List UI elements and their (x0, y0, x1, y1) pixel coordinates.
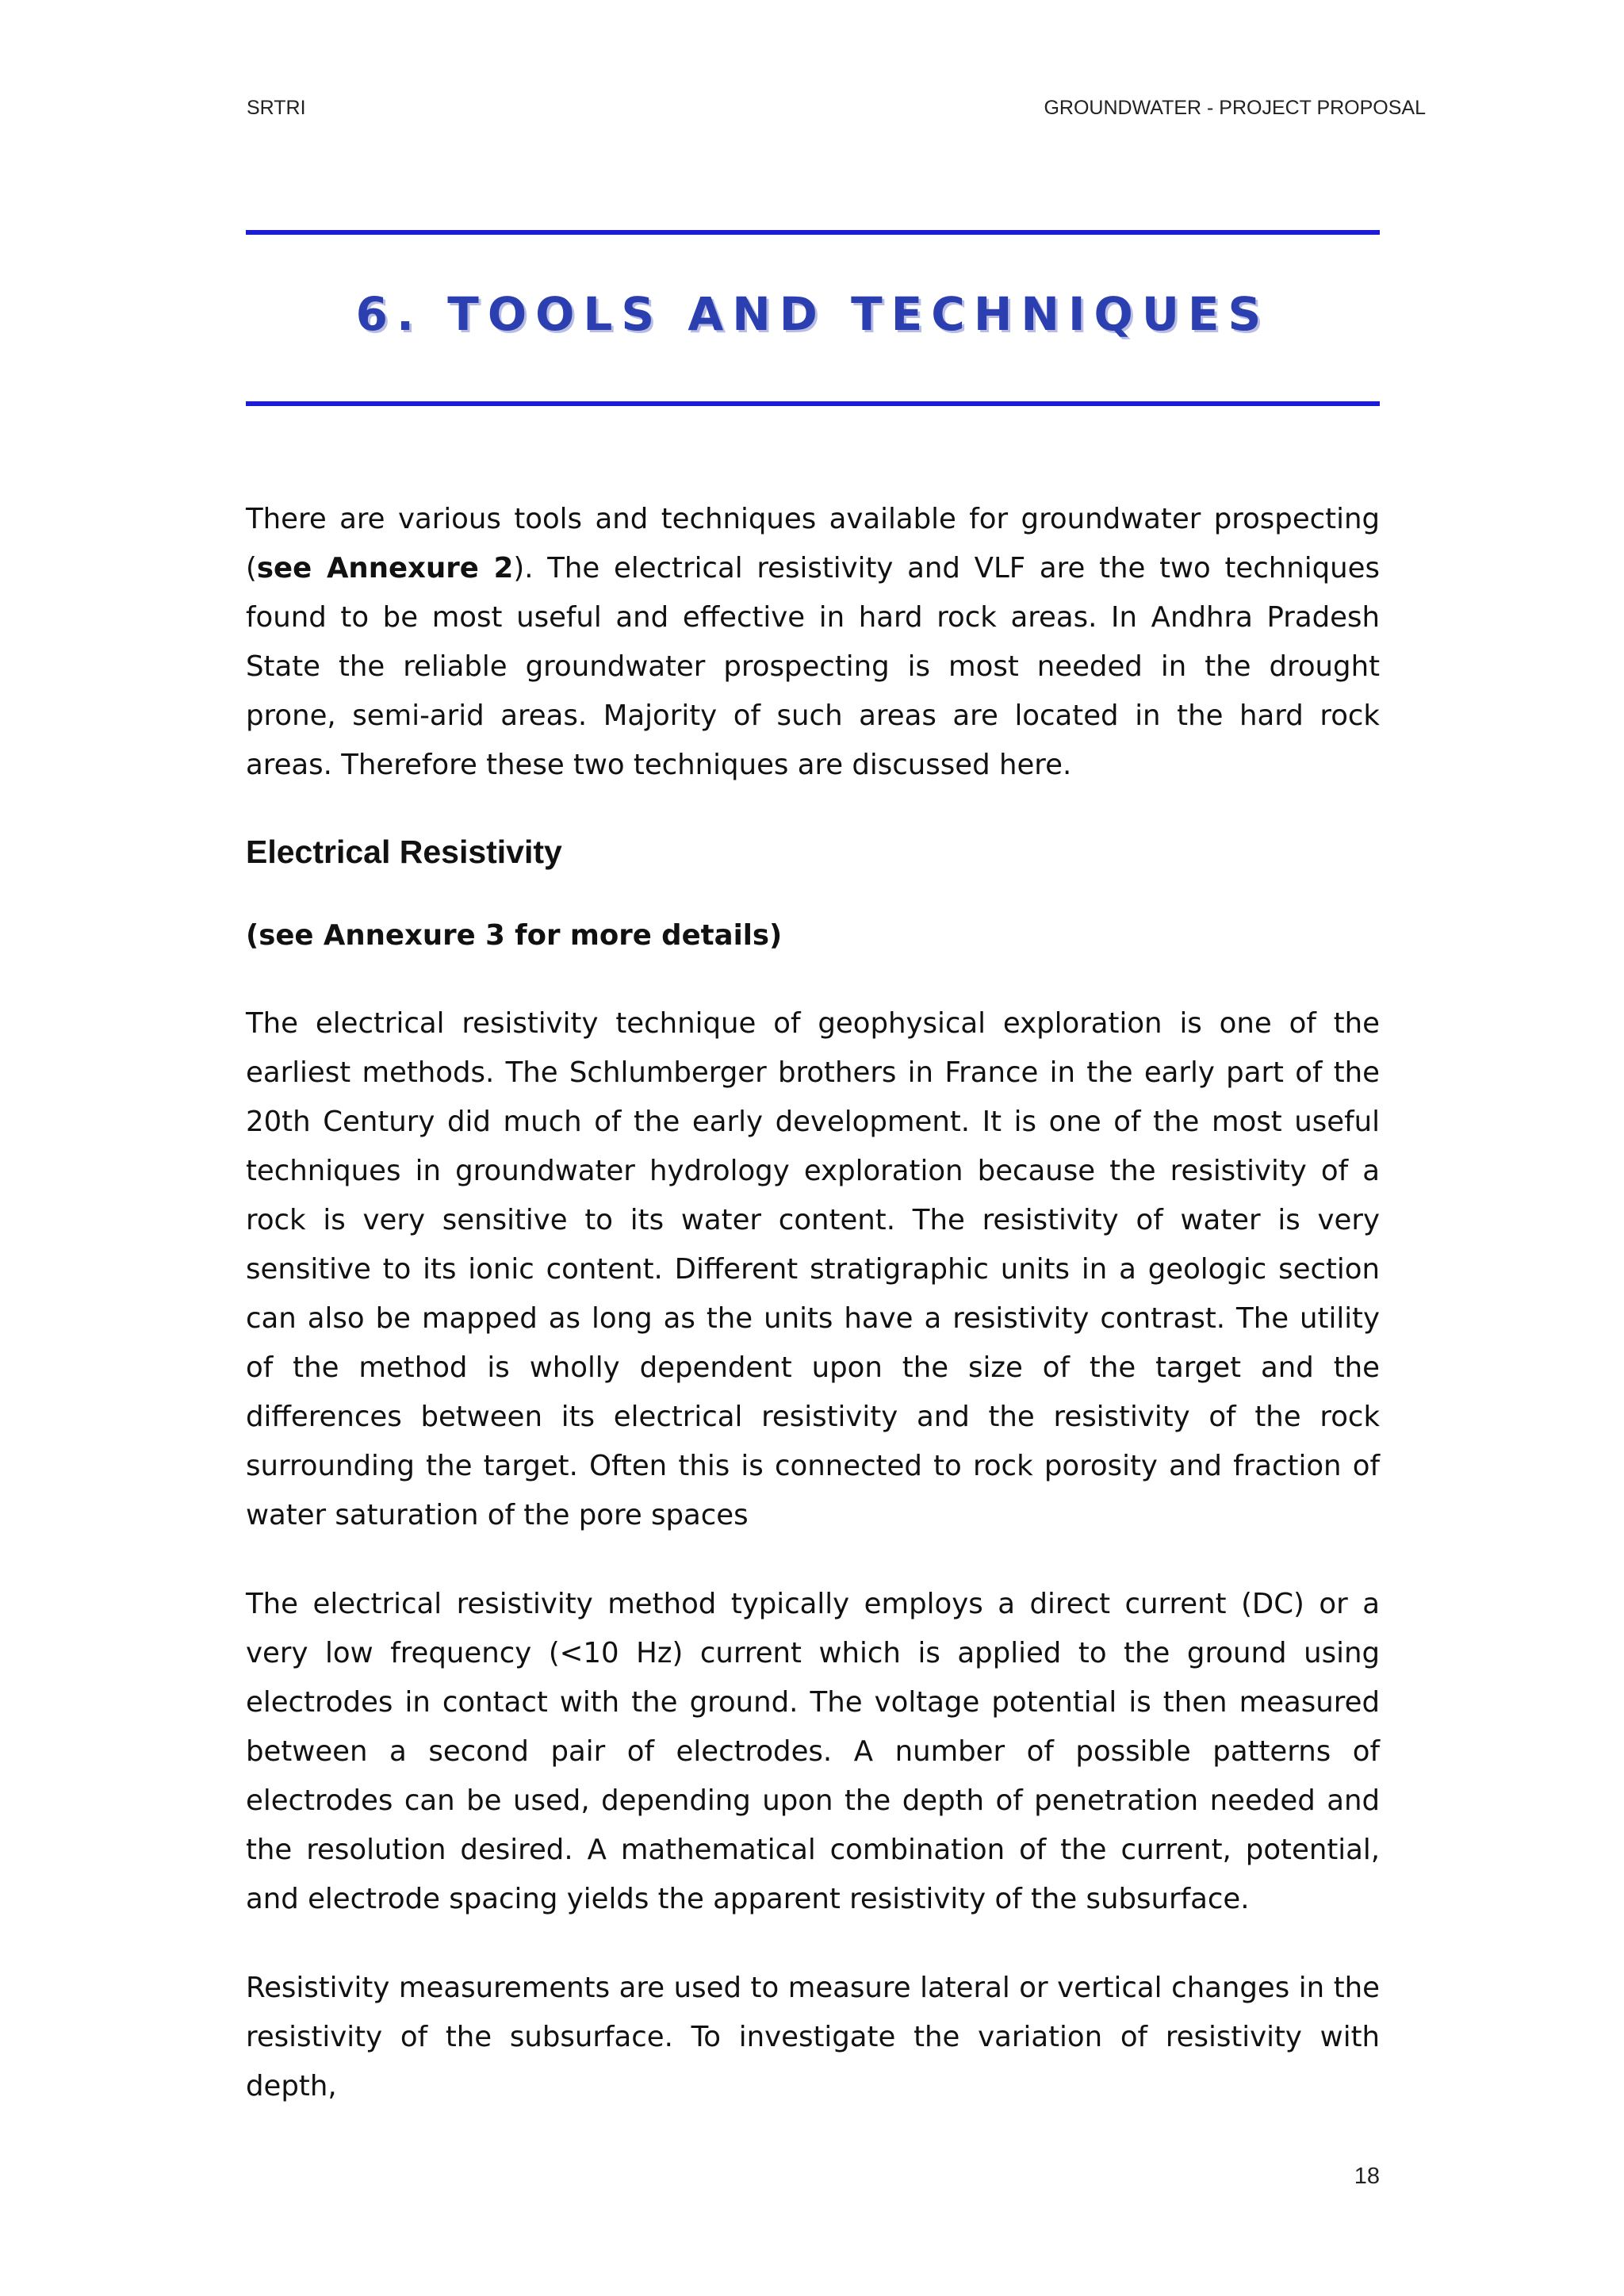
annexure-reference: see Annexure 2 (256, 552, 514, 585)
intro-text-prefix: There are various tools and techniques available for groundwater prospecting ( (246, 503, 1380, 585)
body-paragraph-1: The electrical resistivity technique of geophysical exploration is one of the earliest methods. The Schlumberger brothers in France in the early part of the 20th Century did much of the early development. It is one of the most useful techniques in groundwater hydrology exploration because the resistivity of a rock is very sensitive to its water content. The resistivity of water is very sensitive to its ionic content. Different stratigraphic units in a geologic section can also be mapped as long as the units have a resistivity contrast. The utility of the method is wholly dependent upon the size of the target and the differences between its electrical resistivity and the resistivity of the rock surrounding the target. Often this is connected to rock porosity and fraction of water saturation of the pore spaces (246, 1007, 1380, 1531)
body-paragraph-2: The electrical resistivity method typically employs a direct current (DC) or a very low frequency (<10 Hz) current which is applied to the ground using electrodes in contact with the ground. The voltage potential is then measured between a second pair of electrodes. A number of possible patterns of electrodes can be used, depending upon the depth of penetration needed and the resolution desired. A mathematical combination of the current, potential, and electrode spacing yields the apparent resistivity of the subsurface. (246, 1588, 1380, 1915)
intro-paragraph (246, 495, 1380, 790)
section-heading: Electrical Resistivity (246, 834, 562, 870)
title-rule-bottom (246, 401, 1380, 406)
intro-text-suffix: ). The electrical resistivity and VLF are the two techniques found to be most useful and effective in hard rock areas. In Andhra Pradesh State the reliable groundwater prospecting is most needed in the drought prone, semi-arid areas. Majority of such areas are located in the hard rock areas. Therefore these two techniques are discussed here. (246, 552, 1380, 781)
page-number: 18 (1354, 2164, 1380, 2189)
title-rule-top (246, 230, 1380, 235)
section-note: (see Annexure 3 for more details) (246, 919, 783, 952)
chapter-title: 6. TOOLS AND TECHNIQUES (355, 287, 1270, 341)
running-header-right: GROUNDWATER - PROJECT PROPOSAL (1044, 97, 1426, 119)
body-paragraph-3: Resistivity measurements are used to measure lateral or vertical changes in the resistivity of the subsurface. To investigate the variation of resistivity with depth, (246, 1972, 1380, 2102)
running-header-left: SRTRI (247, 97, 306, 119)
page-body (246, 495, 1380, 2111)
